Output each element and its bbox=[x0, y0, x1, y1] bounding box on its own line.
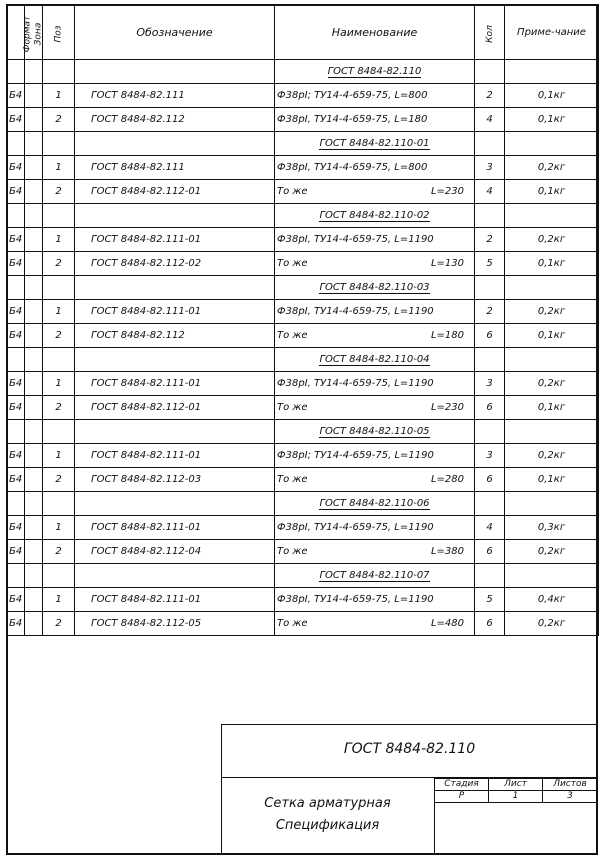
format-cell bbox=[7, 348, 25, 372]
format-cell bbox=[7, 564, 25, 588]
pos-cell bbox=[43, 420, 75, 444]
designation-cell bbox=[75, 564, 275, 588]
format-cell: Б4 bbox=[7, 396, 25, 420]
format-cell: Б4 bbox=[7, 252, 25, 276]
zone-cell bbox=[25, 60, 43, 84]
pos-cell: 1 bbox=[43, 372, 75, 396]
header-format: Формат bbox=[7, 5, 25, 60]
zone-cell bbox=[25, 516, 43, 540]
zone-cell bbox=[25, 540, 43, 564]
name-cell: Ф38рI, ТУ14-4-659-75, L=1190 bbox=[275, 300, 475, 324]
note-cell bbox=[505, 420, 599, 444]
format-cell bbox=[7, 132, 25, 156]
pos-cell: 1 bbox=[43, 156, 75, 180]
pos-cell: 1 bbox=[43, 84, 75, 108]
format-cell bbox=[7, 60, 25, 84]
note-cell bbox=[505, 492, 599, 516]
note-cell: 0,2кг bbox=[505, 612, 599, 636]
pos-cell: 1 bbox=[43, 516, 75, 540]
designation-cell: ГОСТ 8484-82.111-01 bbox=[75, 372, 275, 396]
pos-cell: 2 bbox=[43, 612, 75, 636]
name-cell: Ф38рI, ТУ14-4-659-75, L=800 bbox=[275, 156, 475, 180]
designation-cell: ГОСТ 8484-82.112 bbox=[75, 324, 275, 348]
designation-cell: ГОСТ 8484-82.112-04 bbox=[75, 540, 275, 564]
pos-cell: 1 bbox=[43, 228, 75, 252]
header-pos: Поз bbox=[43, 5, 75, 60]
designation-cell: ГОСТ 8484-82.111-01 bbox=[75, 300, 275, 324]
zone-cell bbox=[25, 324, 43, 348]
name-cell: Ф38рI; ТУ14-4-659-75, L=1190 bbox=[275, 444, 475, 468]
qty-cell bbox=[475, 60, 505, 84]
table-row bbox=[7, 108, 599, 132]
group-name-cell bbox=[275, 348, 475, 372]
length-value: L=480 bbox=[430, 618, 464, 629]
length-value: L=130 bbox=[430, 258, 464, 269]
pos-cell: 1 bbox=[43, 588, 75, 612]
note-cell: 0,1кг bbox=[505, 108, 599, 132]
pos-cell: 2 bbox=[43, 396, 75, 420]
qty-cell bbox=[475, 492, 505, 516]
name-cell bbox=[275, 396, 475, 420]
pos-cell: 2 bbox=[43, 324, 75, 348]
format-cell: Б4 bbox=[7, 540, 25, 564]
note-cell bbox=[505, 132, 599, 156]
pos-cell: 2 bbox=[43, 540, 75, 564]
sheet-label: Лист bbox=[504, 779, 527, 789]
name-cell: Ф38рI, ТУ14-4-659-75, L=1190 bbox=[275, 372, 475, 396]
name-cell bbox=[275, 468, 475, 492]
pos-cell: 2 bbox=[43, 180, 75, 204]
qty-cell: 2 bbox=[475, 228, 505, 252]
designation-cell bbox=[75, 348, 275, 372]
pos-cell bbox=[43, 564, 75, 588]
designation-cell: ГОСТ 8484-82.111-01 bbox=[75, 516, 275, 540]
format-cell: Б4 bbox=[7, 324, 25, 348]
zone-cell bbox=[25, 108, 43, 132]
table-row bbox=[7, 252, 599, 276]
name-cell bbox=[275, 252, 475, 276]
stage-label: Стадия bbox=[444, 779, 479, 789]
note-cell: 0,1кг bbox=[505, 396, 599, 420]
pos-cell bbox=[43, 204, 75, 228]
qty-cell: 6 bbox=[475, 324, 505, 348]
group-row bbox=[7, 60, 599, 84]
length-value: L=230 bbox=[430, 186, 464, 197]
group-row bbox=[7, 204, 599, 228]
note-cell: 0,2кг bbox=[505, 300, 599, 324]
format-cell: Б4 bbox=[7, 372, 25, 396]
sheet-value: 1 bbox=[512, 791, 519, 801]
name-cell: Ф38рI, ТУ14-4-659-75, L=1190 bbox=[275, 228, 475, 252]
designation-cell bbox=[75, 132, 275, 156]
pos-cell: 2 bbox=[43, 108, 75, 132]
table-row bbox=[7, 180, 599, 204]
group-name-cell bbox=[275, 60, 475, 84]
name-cell: Ф38рI; ТУ14-4-659-75, L=800 bbox=[275, 84, 475, 108]
zone-cell bbox=[25, 204, 43, 228]
group-row bbox=[7, 420, 599, 444]
pos-cell: 2 bbox=[43, 468, 75, 492]
zone-cell bbox=[25, 444, 43, 468]
note-cell: 0,4кг bbox=[505, 588, 599, 612]
designation-cell: ГОСТ 8484-82.112-02 bbox=[75, 252, 275, 276]
zone-cell bbox=[25, 612, 43, 636]
table-row bbox=[7, 444, 599, 468]
header-row bbox=[7, 5, 599, 60]
group-name: ГОСТ 8484-82.110-01 bbox=[319, 138, 430, 149]
designation-cell: ГОСТ 8484-82.112-01 bbox=[75, 180, 275, 204]
note-cell: 0,2кг bbox=[505, 156, 599, 180]
length-value: L=180 bbox=[430, 330, 464, 341]
pos-cell bbox=[43, 132, 75, 156]
qty-cell: 6 bbox=[475, 396, 505, 420]
designation-cell bbox=[75, 60, 275, 84]
format-cell: Б4 bbox=[7, 300, 25, 324]
zone-cell bbox=[25, 156, 43, 180]
qty-cell bbox=[475, 132, 505, 156]
same-label: То же bbox=[277, 186, 308, 197]
group-row bbox=[7, 348, 599, 372]
format-cell: Б4 bbox=[7, 612, 25, 636]
qty-cell bbox=[475, 564, 505, 588]
group-row bbox=[7, 564, 599, 588]
header-name: Наименование bbox=[275, 5, 475, 60]
qty-cell: 2 bbox=[475, 300, 505, 324]
format-cell bbox=[7, 204, 25, 228]
format-cell: Б4 bbox=[7, 588, 25, 612]
organization-cell bbox=[434, 802, 598, 855]
note-cell: 0,1кг bbox=[505, 84, 599, 108]
name-cell: Ф38рI, ТУ14-4-659-75, L=1190 bbox=[275, 516, 475, 540]
note-cell: 0,3кг bbox=[505, 516, 599, 540]
group-name-cell bbox=[275, 564, 475, 588]
group-name: ГОСТ 8484-82.110-06 bbox=[319, 498, 430, 509]
note-cell: 0,2кг bbox=[505, 228, 599, 252]
group-name: ГОСТ 8484-82.110-07 bbox=[319, 570, 430, 581]
zone-cell bbox=[25, 468, 43, 492]
table-row bbox=[7, 156, 599, 180]
zone-cell bbox=[25, 372, 43, 396]
header-designation: Обозначение bbox=[75, 5, 275, 60]
designation-cell: ГОСТ 8484-82.111 bbox=[75, 84, 275, 108]
qty-cell: 5 bbox=[475, 252, 505, 276]
zone-cell bbox=[25, 348, 43, 372]
group-name-cell bbox=[275, 276, 475, 300]
designation-cell: ГОСТ 8484-82.112-03 bbox=[75, 468, 275, 492]
group-name-cell bbox=[275, 492, 475, 516]
length-value: L=280 bbox=[430, 474, 464, 485]
zone-cell bbox=[25, 228, 43, 252]
table-row bbox=[7, 612, 599, 636]
note-cell: 0,2кг bbox=[505, 444, 599, 468]
format-cell: Б4 bbox=[7, 228, 25, 252]
note-cell: 0,1кг bbox=[505, 252, 599, 276]
qty-cell: 6 bbox=[475, 540, 505, 564]
group-name: ГОСТ 8484-82.110-03 bbox=[319, 282, 430, 293]
qty-cell: 4 bbox=[475, 180, 505, 204]
group-name: ГОСТ 8484-82.110-05 bbox=[319, 426, 430, 437]
sheets-value: 3 bbox=[567, 791, 573, 801]
note-cell: 0,2кг bbox=[505, 540, 599, 564]
qty-cell bbox=[475, 348, 505, 372]
length-value: L=380 bbox=[430, 546, 464, 557]
group-name: ГОСТ 8484-82.110-04 bbox=[319, 354, 430, 365]
specification-table bbox=[6, 4, 599, 636]
table-row bbox=[7, 468, 599, 492]
qty-cell: 4 bbox=[475, 108, 505, 132]
format-cell: Б4 bbox=[7, 108, 25, 132]
same-label: То же bbox=[277, 402, 308, 413]
note-cell: 0,1кг bbox=[505, 468, 599, 492]
pos-cell: 1 bbox=[43, 444, 75, 468]
zone-cell bbox=[25, 252, 43, 276]
qty-cell: 2 bbox=[475, 84, 505, 108]
table-row bbox=[7, 396, 599, 420]
pos-cell bbox=[43, 492, 75, 516]
designation-cell: ГОСТ 8484-82.112-05 bbox=[75, 612, 275, 636]
zone-cell bbox=[25, 276, 43, 300]
qty-cell: 3 bbox=[475, 156, 505, 180]
table-row bbox=[7, 84, 599, 108]
header-note: Приме-чание bbox=[505, 5, 599, 60]
format-cell bbox=[7, 492, 25, 516]
sheets-label: Листов bbox=[553, 779, 587, 789]
designation-cell bbox=[75, 420, 275, 444]
stage-value: Р bbox=[458, 791, 465, 801]
note-cell: 0,1кг bbox=[505, 180, 599, 204]
designation-cell bbox=[75, 204, 275, 228]
format-cell bbox=[7, 276, 25, 300]
qty-cell: 6 bbox=[475, 612, 505, 636]
length-value: L=230 bbox=[430, 402, 464, 413]
designation-cell: ГОСТ 8484-82.111-01 bbox=[75, 588, 275, 612]
qty-cell: 4 bbox=[475, 516, 505, 540]
format-cell: Б4 bbox=[7, 444, 25, 468]
note-cell bbox=[505, 276, 599, 300]
table-row bbox=[7, 372, 599, 396]
same-label: То же bbox=[277, 618, 308, 629]
header-qty: Кол bbox=[475, 5, 505, 60]
group-row bbox=[7, 492, 599, 516]
qty-cell: 5 bbox=[475, 588, 505, 612]
designation-cell: ГОСТ 8484-82.111-01 bbox=[75, 228, 275, 252]
format-cell: Б4 bbox=[7, 84, 25, 108]
note-cell bbox=[505, 564, 599, 588]
format-cell bbox=[7, 420, 25, 444]
name-cell bbox=[275, 540, 475, 564]
pos-cell bbox=[43, 60, 75, 84]
table-row bbox=[7, 300, 599, 324]
note-cell bbox=[505, 60, 599, 84]
group-name-cell bbox=[275, 420, 475, 444]
zone-cell bbox=[25, 132, 43, 156]
qty-cell: 3 bbox=[475, 444, 505, 468]
format-cell: Б4 bbox=[7, 180, 25, 204]
same-label: То же bbox=[277, 474, 308, 485]
group-row bbox=[7, 132, 599, 156]
table-row bbox=[7, 588, 599, 612]
note-cell bbox=[505, 348, 599, 372]
name-cell bbox=[275, 612, 475, 636]
doc-number: ГОСТ 8484-82.110 bbox=[343, 741, 476, 757]
designation-cell bbox=[75, 276, 275, 300]
zone-cell bbox=[25, 564, 43, 588]
group-name: ГОСТ 8484-82.110-02 bbox=[319, 210, 430, 221]
format-cell: Б4 bbox=[7, 156, 25, 180]
group-name-cell bbox=[275, 132, 475, 156]
pos-cell bbox=[43, 276, 75, 300]
name-cell: Ф38рI, ТУ14-4-659-75, L=1190 bbox=[275, 588, 475, 612]
zone-cell bbox=[25, 84, 43, 108]
format-cell: Б4 bbox=[7, 468, 25, 492]
zone-cell bbox=[25, 180, 43, 204]
title-line-1: Сетка арматурная bbox=[264, 796, 391, 811]
qty-cell bbox=[475, 420, 505, 444]
group-name-cell bbox=[275, 204, 475, 228]
zone-cell bbox=[25, 420, 43, 444]
qty-cell: 6 bbox=[475, 468, 505, 492]
group-name: ГОСТ 8484-82.110 bbox=[327, 66, 422, 77]
table-row bbox=[7, 516, 599, 540]
specification-body bbox=[7, 60, 599, 636]
same-label: То же bbox=[277, 258, 308, 269]
table-row bbox=[7, 228, 599, 252]
qty-cell bbox=[475, 276, 505, 300]
name-cell: Ф38рI, ТУ14-4-659-75, L=180 bbox=[275, 108, 475, 132]
zone-cell bbox=[25, 396, 43, 420]
note-cell: 0,2кг bbox=[505, 372, 599, 396]
designation-cell: ГОСТ 8484-82.112 bbox=[75, 108, 275, 132]
name-cell bbox=[275, 324, 475, 348]
designation-cell: ГОСТ 8484-82.112-01 bbox=[75, 396, 275, 420]
table-row bbox=[7, 540, 599, 564]
same-label: То же bbox=[277, 546, 308, 557]
table-row bbox=[7, 324, 599, 348]
pos-cell bbox=[43, 348, 75, 372]
pos-cell: 1 bbox=[43, 300, 75, 324]
group-row bbox=[7, 276, 599, 300]
same-label: То же bbox=[277, 330, 308, 341]
note-cell: 0,1кг bbox=[505, 324, 599, 348]
designation-cell: ГОСТ 8484-82.111-01 bbox=[75, 444, 275, 468]
designation-cell bbox=[75, 492, 275, 516]
zone-cell bbox=[25, 300, 43, 324]
zone-cell bbox=[25, 588, 43, 612]
name-cell bbox=[275, 180, 475, 204]
zone-cell bbox=[25, 492, 43, 516]
title-line-2: Спецификация bbox=[275, 818, 380, 833]
pos-cell: 2 bbox=[43, 252, 75, 276]
qty-cell bbox=[475, 204, 505, 228]
qty-cell: 3 bbox=[475, 372, 505, 396]
header-zone: Зона bbox=[25, 5, 43, 60]
note-cell bbox=[505, 204, 599, 228]
designation-cell: ГОСТ 8484-82.111 bbox=[75, 156, 275, 180]
format-cell: Б4 bbox=[7, 516, 25, 540]
